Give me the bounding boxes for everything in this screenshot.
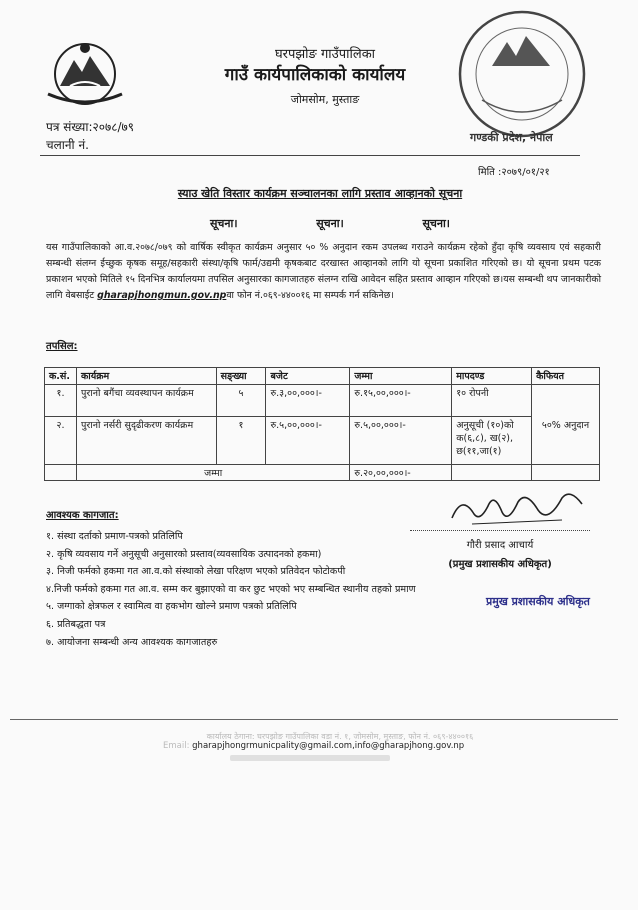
signer-title: (प्रमुख प्रशासकीय अधिकृत) [448, 559, 552, 570]
notice-word: सूचना। [210, 217, 238, 230]
handwritten-signature [442, 484, 592, 530]
municipality-name: घरपझोङ गाउँपालिका [274, 47, 376, 62]
cell-budget: रु.५,००,०००।- [266, 417, 350, 465]
list-item: ३. निजी फर्मको हकमा गत आ.व.को संस्थाको लेखा परिक्षण भएको प्रतिवेदन फोटोकपी [46, 566, 346, 578]
col-header-criteria: मापदण्ड [452, 368, 532, 385]
table-row [45, 417, 600, 465]
required-documents-label: आवश्यक कागजात: [46, 510, 119, 521]
notice-body-contact: वा फोन नं.०६९-४४००१६ मा सम्पर्क गर्न सकिनेछ। [226, 290, 394, 301]
required-documents-list [46, 528, 416, 651]
officer-stamp: प्रमुख प्रशासकीय अधिकृत [486, 595, 590, 608]
cell-empty [452, 465, 532, 481]
letter-date: मिति :२०७९/०१/२१ [478, 167, 550, 178]
cell-quantity: १ [216, 417, 266, 465]
cell-sn: २. [45, 417, 77, 465]
col-header-budget: बजेट [266, 368, 350, 385]
email-label: Email: [163, 741, 190, 751]
footer-faded-text [230, 755, 390, 761]
notice-word: सूचना। [316, 217, 344, 230]
col-header-remarks: कैफियत [532, 368, 600, 385]
grand-total: रु.२०,००,०००।- [350, 465, 452, 481]
col-header-quantity: सङ्ख्या [216, 368, 266, 385]
table-total-row [45, 465, 600, 481]
dispatch-number: चलानी नं. [46, 138, 89, 152]
footer-address: कार्यालय ठेगाना: घरपझोङ गाउँपालिका वडा नं. १, जोमसोम, मुस्ताङ, फोन नं. ०६९-४४००१६ [206, 732, 474, 741]
details-label: तपसिल: [46, 341, 78, 352]
notice-body [46, 240, 601, 304]
reference-number: पत्र संख्या:२०७८/७९ [46, 120, 134, 134]
nepal-emblem-icon [40, 34, 130, 110]
list-item: १. संस्था दर्ताको प्रमाण-पत्रको प्रतिलिपि [46, 531, 183, 542]
cell-criteria: अनुसूची (१०)को क(६,८), ख(२), छ(११,जा(१) [452, 417, 532, 465]
office-round-stamp [452, 4, 592, 148]
office-name: गाउँ कार्यपालिकाको कार्यालय [224, 65, 406, 85]
cell-empty [532, 465, 600, 481]
footer-divider [10, 719, 618, 720]
list-item: ६. प्रतिबद्धता पत्र [46, 618, 106, 630]
signature-line [410, 530, 590, 532]
footer-email [163, 741, 464, 751]
list-item: ४.निजी फर्मको हकमा गत आ.व. सम्म कर बुझाएको वा कर छुट भएको भए सम्बन्धित स्थानीय तहको प्रमाण [46, 583, 416, 595]
notice-word: सूचना। [422, 217, 450, 230]
list-item: ७. आयोजना सम्बन्धी अन्य आवश्यक कागजातहरु [46, 636, 218, 648]
notice-body-main: यस गाउँपालिकाको आ.व.२०७८/०७९ को वार्षिक स्वीकृत कार्यक्रम अनुसार ५० % अनुदान रकम उपलब्ध गराउने कार्यक्रम रहेको हुँदा कृषि व्यवसाय एवं सहकारी सम्बन्धी संलग्न ईच्छुक कृषक समूह/सहकारी संस्था/कृषि फार्म/उद्यमी कृषकबाट दरखास्त आव्हानको लागि यो सूचना प्रकाशित गरिएको छ। यो सूचना प्रथम पटक प्रकाशन भएको मितिले १५ दिनभित्र कार्यालयमा तपसिल अनुसारका कागजातहरु संलग्न राखि आवेदन सहित प्रस्ताव आव्हान गरिएको छ।यस सम्बन्धी थप जानकारीको लागि वेबसाईट [46, 242, 601, 301]
cell-remark: ५०% अनुदान [532, 385, 600, 465]
cell-total: रु.१५,००,०००।- [350, 385, 452, 417]
website-link[interactable]: gharapjhongmun.gov.np [97, 290, 227, 301]
col-header-program: कार्यक्रम [76, 368, 216, 385]
notice-heading-words [210, 216, 450, 231]
header-divider [40, 155, 580, 156]
cell-sn: १. [45, 385, 77, 417]
notice-title: स्याउ खेति विस्तार कार्यक्रम सञ्चालनका लागि प्रस्ताव आव्हानको सूचना [177, 187, 463, 200]
cell-criteria: १० रोपनी [452, 385, 532, 417]
total-label: जम्मा [76, 465, 349, 481]
cell-program: पुरानो नर्सरी सुदृढीकरण कार्यक्रम [76, 417, 216, 465]
stamp-province-text: गण्डकी प्रदेश, नेपाल [470, 131, 553, 144]
cell-quantity: ५ [216, 385, 266, 417]
col-header-sn: क.सं. [45, 368, 77, 385]
list-item: ५. जग्गाको क्षेत्रफल र स्वामित्व वा हकभोग खोल्ने प्रमाण पत्रको प्रतिलिपि [46, 601, 297, 613]
email-addresses[interactable]: gharapjhongrmunicpality@gmail.com,info@gharapjhong.gov.np [192, 741, 465, 751]
col-header-total: जम्मा [350, 368, 452, 385]
table-header-row [45, 368, 600, 385]
signer-name: गौरी प्रसाद आचार्य [466, 540, 534, 551]
cell-total: रु.५,००,०००।- [350, 417, 452, 465]
cell-budget: रु.३,००,०००।- [266, 385, 350, 417]
list-item: २. कृषि व्यवसाय गर्ने अनुसूची अनुसारको प्रस्ताव(व्यवसायिक उत्पादनको हकमा) [46, 548, 322, 560]
office-address: जोमसोम, मुस्ताङ [290, 93, 360, 106]
cell-empty [45, 465, 77, 481]
cell-program: पुरानो बगैंचा व्यवस्थापन कार्यक्रम [76, 385, 216, 417]
program-table [44, 367, 600, 481]
table-row [45, 385, 600, 417]
